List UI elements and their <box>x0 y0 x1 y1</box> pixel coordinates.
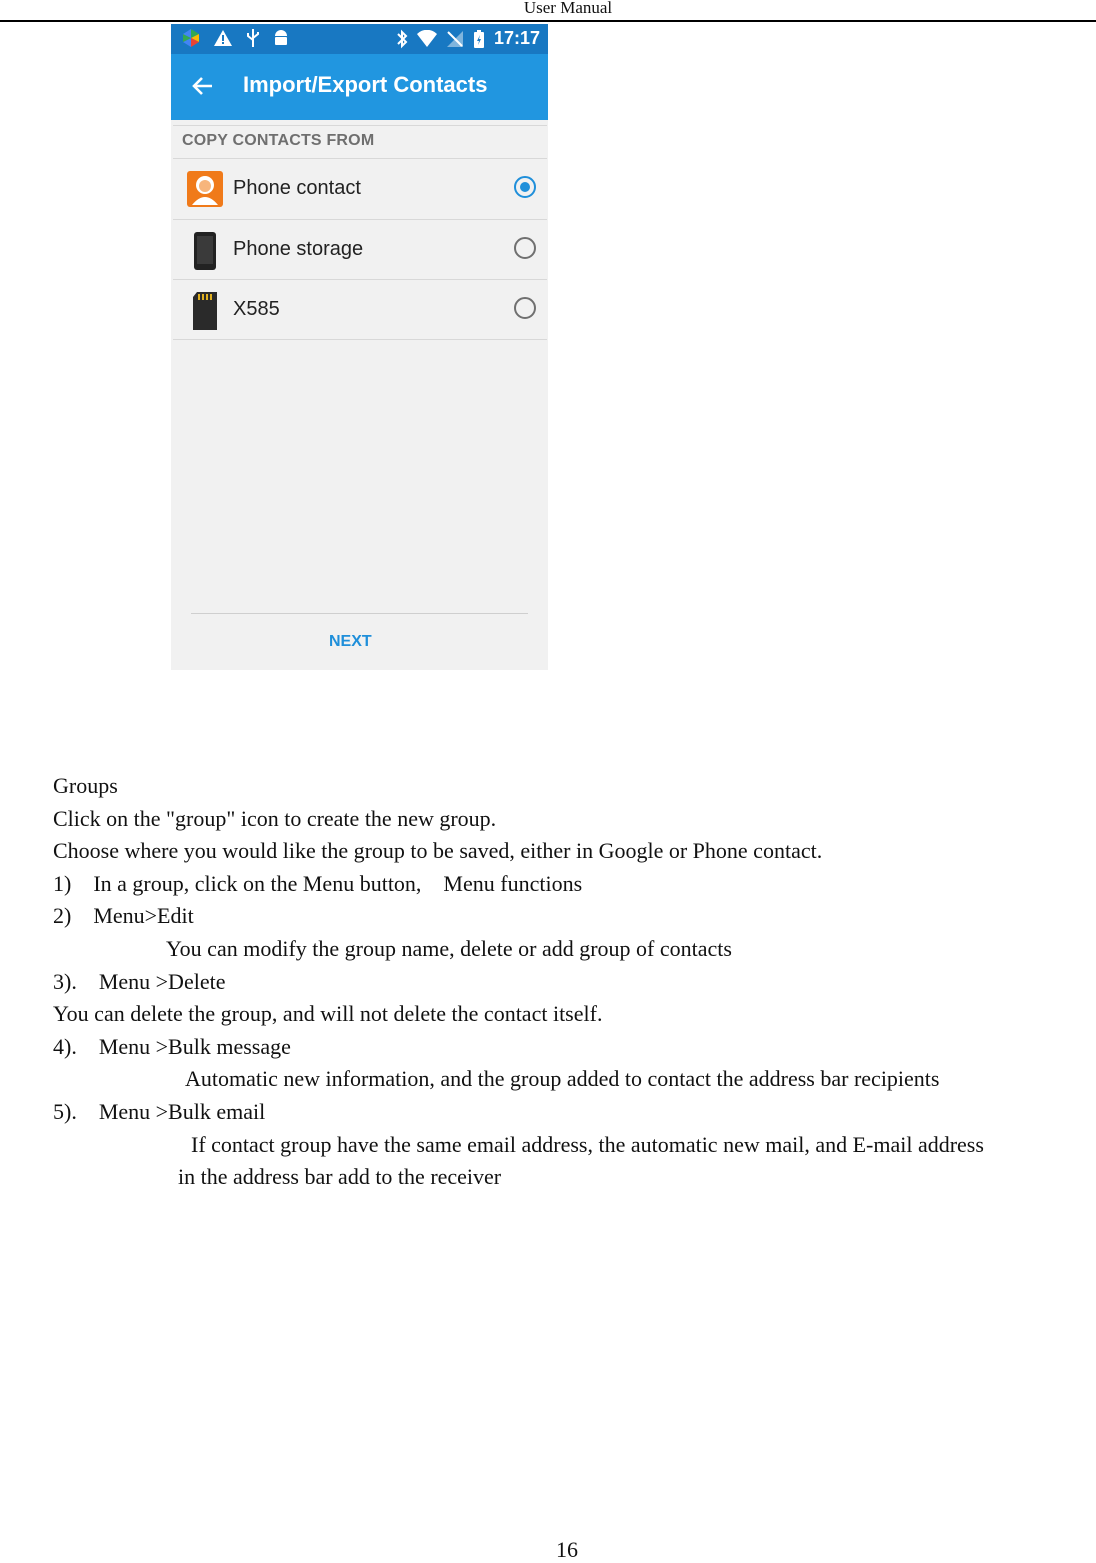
no-signal-icon <box>446 30 464 48</box>
list-item: 3). Menu >Delete <box>53 968 226 994</box>
option-label: Phone storage <box>233 238 364 260</box>
divider <box>173 125 547 126</box>
android-icon <box>273 29 289 47</box>
divider <box>173 339 547 340</box>
back-arrow-icon[interactable] <box>191 74 215 98</box>
app-bar-title: Import/Export Contacts <box>243 72 488 97</box>
list-item: 4). Menu >Bulk message <box>53 1033 291 1059</box>
radio-unselected[interactable] <box>514 237 536 259</box>
radio-unselected[interactable] <box>514 297 536 319</box>
option-phone-storage[interactable] <box>171 220 548 280</box>
phone-device-icon <box>187 232 223 270</box>
battery-icon <box>473 29 485 49</box>
document-body <box>53 770 984 1194</box>
body-line: Choose where you would like the group to be saved, either in Google or Phone contact. <box>53 838 823 864</box>
page-number: 16 <box>556 1537 578 1562</box>
warning-icon <box>213 28 233 48</box>
sd-card-icon <box>187 292 223 330</box>
radio-selected[interactable] <box>514 176 536 198</box>
body-line: If contact group have the same email address, the automatic new mail, and E-mail address <box>191 1131 984 1157</box>
wifi-icon <box>417 30 437 48</box>
option-label: X585 <box>233 298 280 320</box>
usb-icon <box>245 28 261 48</box>
option-phone-contact[interactable] <box>171 159 548 219</box>
sync-icon <box>181 28 201 48</box>
body-line: You can delete the group, and will not delete the contact itself. <box>53 1001 603 1027</box>
status-bar <box>171 24 548 54</box>
section-label: COPY CONTACTS FROM <box>182 132 375 149</box>
status-time: 17:17 <box>493 28 540 48</box>
phone-screenshot <box>171 24 548 670</box>
section-heading: Groups <box>53 773 118 798</box>
body-line: You can modify the group name, delete or add group of contacts <box>166 935 732 961</box>
option-x585[interactable] <box>171 280 548 340</box>
header-title: User Manual <box>523 0 613 17</box>
body-line: Automatic new information, and the group added to contact the address bar recipients <box>185 1066 940 1092</box>
page-header <box>0 0 1096 22</box>
next-button[interactable]: NEXT <box>329 633 372 650</box>
contact-avatar-icon <box>187 171 223 207</box>
body-line: in the address bar add to the receiver <box>178 1164 502 1190</box>
list-item: 2) Menu>Edit <box>53 903 194 929</box>
footer-divider <box>191 613 528 614</box>
list-item: 5). Menu >Bulk email <box>53 1098 266 1124</box>
option-label: Phone contact <box>233 177 361 199</box>
list-item: 1) In a group, click on the Menu button, Menu functions <box>53 870 583 896</box>
app-bar <box>171 54 548 120</box>
bluetooth-icon <box>396 29 408 49</box>
body-line: Click on the "group" icon to create the new group. <box>53 805 497 831</box>
